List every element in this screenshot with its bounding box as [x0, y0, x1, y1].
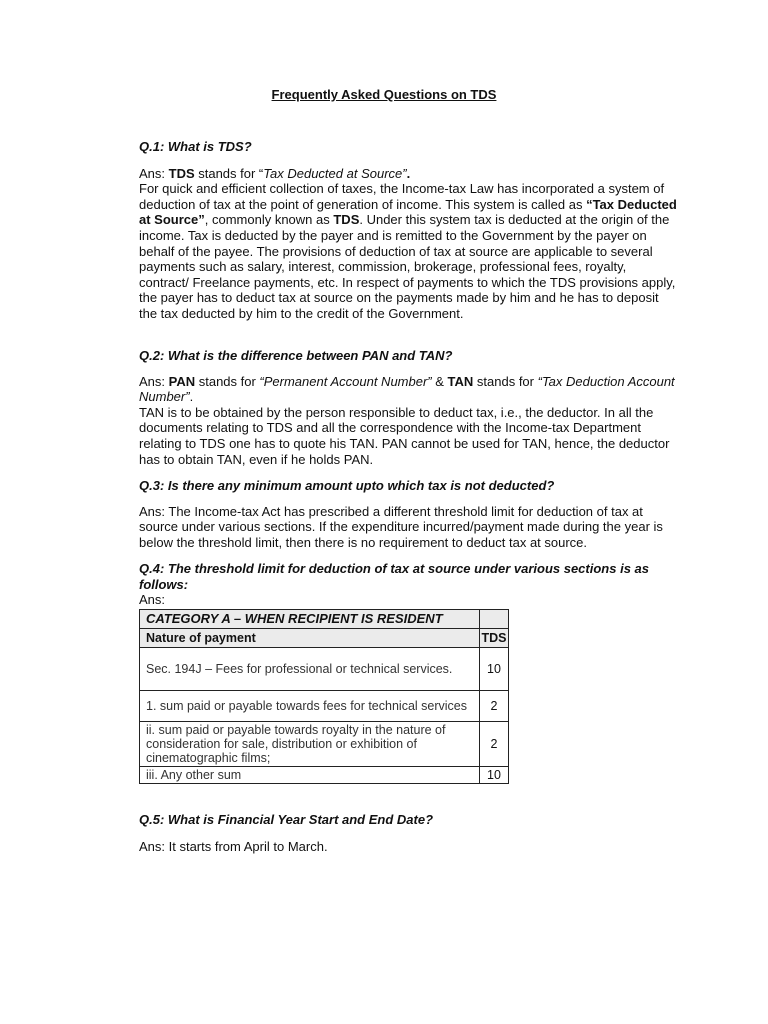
answer-3: Ans: The Income-tax Act has prescribed a different threshold limit for deduction of tax at source under various sections. If the expenditure incurred/payment made during the year is below the threshold limit, then there is no requirement to deduct tax at source.	[139, 503, 663, 550]
para-bold: TDS	[333, 212, 360, 228]
answer-5: Ans: It starts from April to March.	[139, 838, 328, 854]
answer-1-paragraph	[139, 181, 679, 321]
tds-term: TDS	[168, 165, 195, 181]
question-3: Q.3: Is there any minimum amount upto which tax is not deducted?	[139, 478, 555, 493]
ans-text: stands for	[195, 373, 260, 389]
question-1: Q.1: What is TDS?	[139, 139, 252, 154]
column-header-tds: TDS	[480, 629, 509, 648]
table-header-row	[140, 629, 509, 648]
ans-end: .	[406, 165, 411, 181]
ans-label: Ans:	[139, 373, 169, 389]
para-text: For quick and efficient collection of taxes, the Income-tax Law has incorporated a system of deduction of tax at the point of generation of income. This system is called as	[139, 181, 665, 212]
tds-cell: 10	[480, 648, 509, 691]
answer-2-intro	[139, 374, 679, 405]
pan-full-form: “Permanent Account Number”	[259, 373, 432, 389]
tds-cell: 2	[480, 691, 509, 722]
tan-full-form: “Tax Deduction Account Number”	[139, 373, 675, 405]
ans-text: stands for “	[194, 165, 264, 181]
category-header: CATEGORY A – WHEN RECIPIENT IS RESIDENT	[140, 610, 480, 629]
faq-q5	[139, 812, 679, 854]
table-row	[140, 648, 509, 691]
faq-q4	[139, 561, 679, 608]
para-bold: “Tax Deducted at Source”	[139, 196, 677, 228]
para-text: , commonly known as	[204, 212, 334, 228]
table-row	[140, 722, 509, 767]
faq-q2	[139, 348, 679, 467]
threshold-table	[139, 609, 509, 784]
ans-label: Ans:	[139, 165, 169, 181]
answer-4-label: Ans:	[139, 592, 166, 608]
tan-term: TAN	[447, 373, 474, 389]
table-row	[140, 691, 509, 722]
question-2: Q.2: What is the difference between PAN and TAN?	[139, 348, 453, 363]
table-row	[140, 767, 509, 784]
tds-cell: 2	[480, 722, 509, 767]
question-4: Q.4: The threshold limit for deduction of tax at source under various sections is as follows:	[139, 561, 649, 592]
answer-1-intro	[139, 166, 679, 182]
tds-full-form: Tax Deducted at Source”	[263, 165, 407, 181]
category-blank-cell	[480, 610, 509, 629]
nature-cell: Sec. 194J – Fees for professional or technical services.	[140, 648, 480, 691]
pan-term: PAN	[168, 373, 196, 389]
page-title: Frequently Asked Questions on TDS	[271, 87, 497, 102]
para-text: . Under this system tax is deducted at the origin of the income. Tax is deducted by the payer and is remitted to the Government by the payer on behalf of the payee. The provisions of deduction of tax at source are applicable to several payments such as salary, interest, commission, brokerage, professional fees, royalty, contract/ Freelance payments, etc. In respect of payments to which the TDS provisions apply, the payer has to deduct tax at source on the payments made by him and he has to deposit the tax deducted by him to the credit of the Government.	[139, 212, 676, 321]
nature-cell: ii. sum paid or payable towards royalty in the nature of consideration for sale, distribution or exhibition of cinematographic films;	[140, 722, 480, 767]
faq-q3	[139, 478, 679, 550]
answer-2-paragraph: TAN is to be obtained by the person responsible to deduct tax, i.e., the deductor. In all the documents relating to TDS and all the correspondence with the Income-tax Department relating to TDS one has to quote his TAN. PAN cannot be used for TAN, hence, the deductor has to obtain TAN, even if he holds PAN.	[139, 404, 670, 467]
nature-cell: iii. Any other sum	[140, 767, 480, 784]
tds-cell: 10	[480, 767, 509, 784]
faq-q1	[139, 139, 679, 322]
ans-text: &	[431, 373, 448, 389]
question-5: Q.5: What is Financial Year Start and End Date?	[139, 812, 434, 827]
table-category-row	[140, 610, 509, 629]
ans-text: stands for	[473, 373, 538, 389]
column-header-nature: Nature of payment	[140, 629, 480, 648]
nature-cell: 1. sum paid or payable towards fees for technical services	[140, 691, 480, 722]
ans-end: .	[189, 389, 194, 405]
